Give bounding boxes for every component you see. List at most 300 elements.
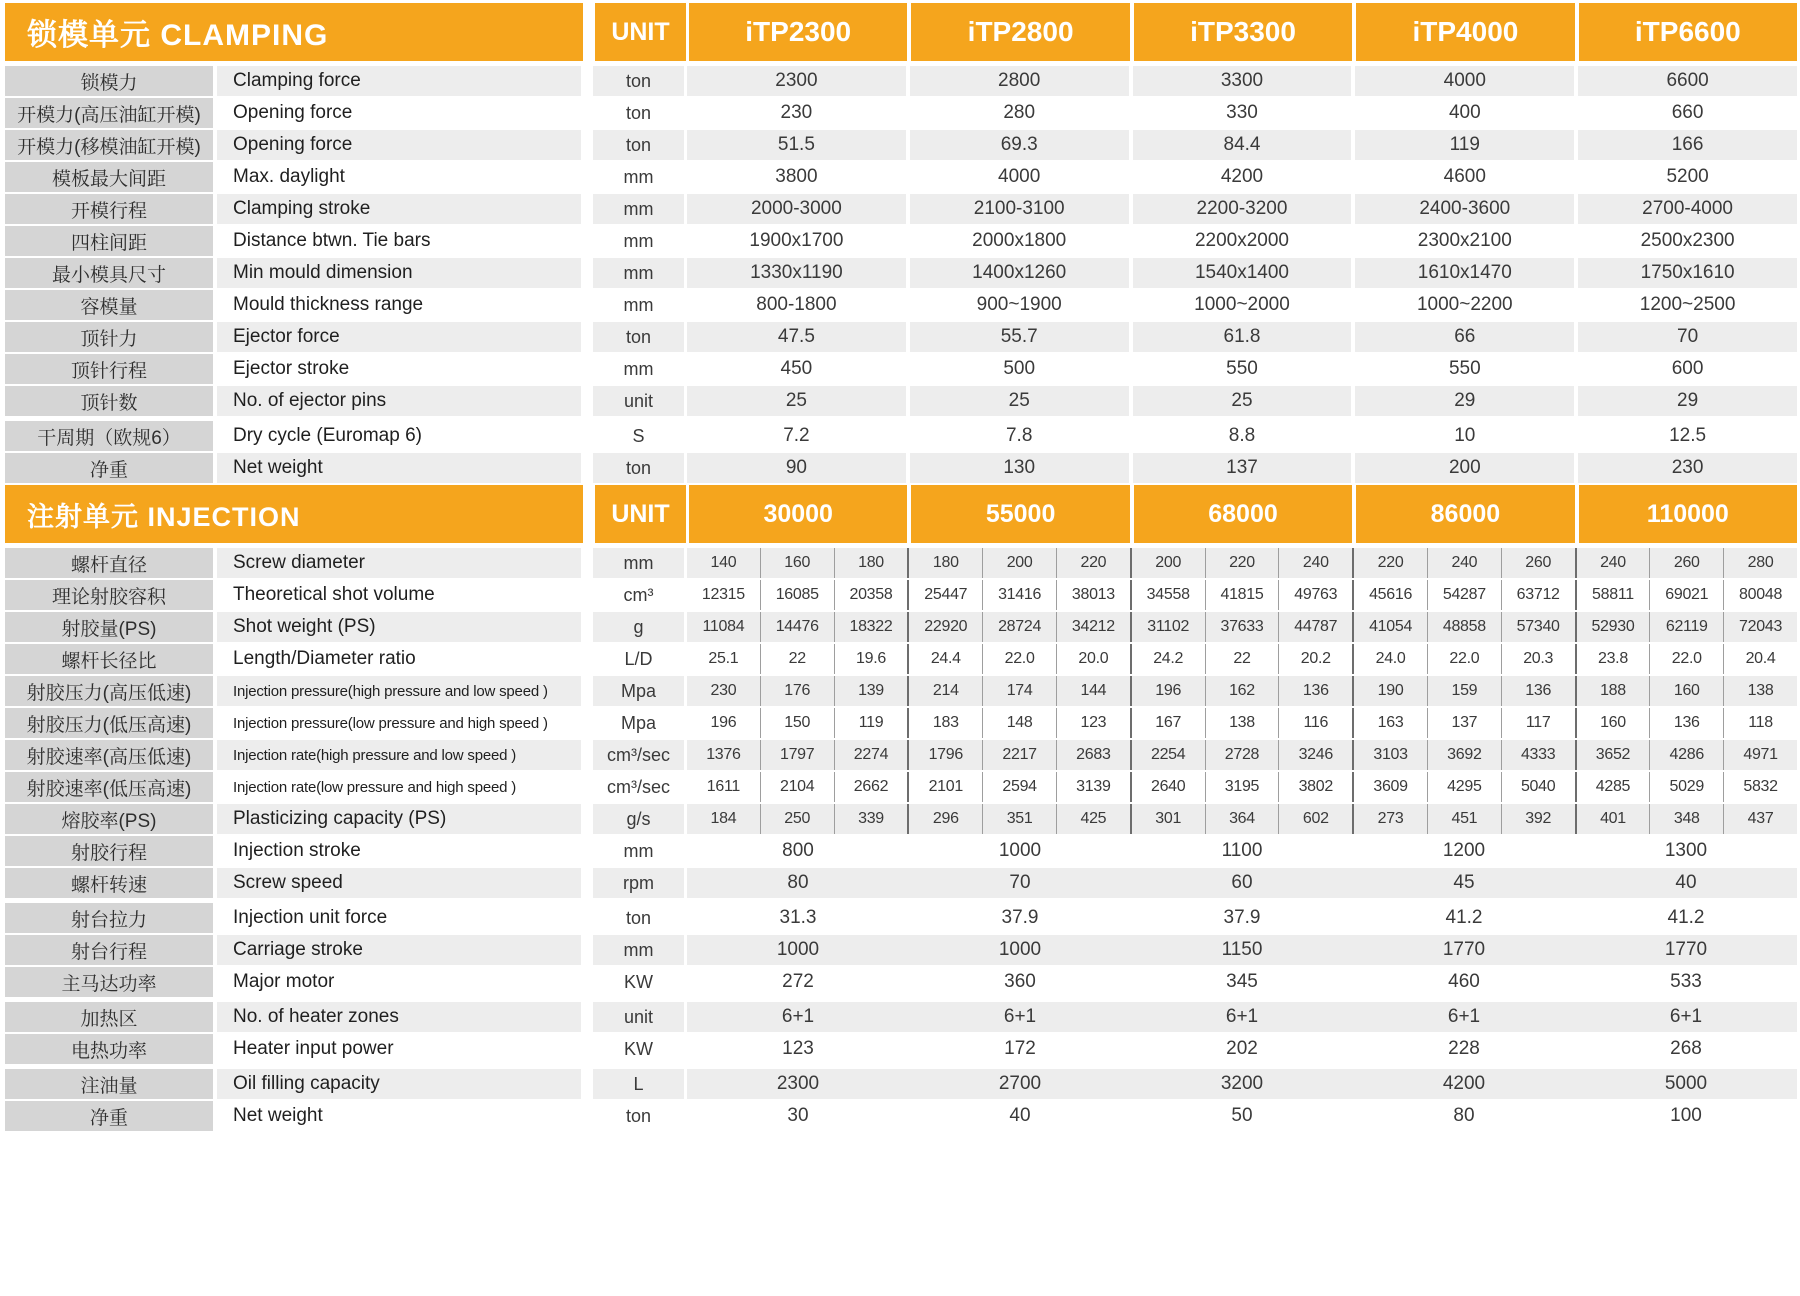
value-cells — [687, 386, 1797, 416]
value-cell: 2640 — [1132, 772, 1206, 802]
value-cell: 163 — [1354, 708, 1428, 738]
value-cell: 351 — [983, 804, 1057, 834]
value-cell: 200 — [983, 548, 1057, 578]
unit-cell: g — [593, 612, 684, 642]
model-header: 30000 — [689, 485, 907, 543]
value-cell: 900~1900 — [976, 294, 1062, 315]
row-label-en: Heater input power — [233, 1038, 394, 1059]
value-cell: 4285 — [1577, 772, 1651, 802]
value-cell: 2594 — [983, 772, 1057, 802]
value-cell: 4333 — [1502, 740, 1577, 770]
value-cell: 1750x1610 — [1578, 258, 1797, 288]
value-cell: 1770 — [1664, 939, 1708, 960]
value-cell: 24.2 — [1132, 644, 1206, 674]
row-label-cn: 四柱间距 — [5, 226, 213, 256]
value-cell: 29 — [1355, 386, 1574, 416]
unit-cell: unit — [593, 386, 684, 416]
value-cell: 41.2 — [1667, 907, 1705, 928]
value-cell: 2217 — [983, 740, 1057, 770]
table-row — [5, 644, 1797, 674]
value-cells — [687, 354, 1797, 384]
value-cells — [687, 453, 1797, 483]
table-row — [5, 66, 1797, 96]
table-row — [5, 935, 1797, 965]
value-cell: 240 — [1577, 548, 1651, 578]
value-cell: 360 — [1004, 971, 1036, 992]
table-row — [5, 98, 1797, 128]
row-label-cn: 顶针行程 — [5, 354, 213, 384]
value-cell: 3246 — [1279, 740, 1354, 770]
unit-cell: KW — [624, 1038, 653, 1059]
value-cell: 48858 — [1428, 612, 1502, 642]
value-cell: 140 — [687, 548, 761, 578]
value-cell: 47.5 — [687, 322, 906, 352]
value-cell: 460 — [1448, 971, 1480, 992]
table-row — [5, 421, 1797, 451]
value-cell: 172 — [1004, 1038, 1036, 1059]
row-label-cn: 理论射胶容积 — [5, 580, 213, 610]
value-cell: 1200~2500 — [1639, 294, 1736, 315]
table-row — [5, 354, 1797, 384]
table-row — [5, 548, 1797, 578]
value-cells — [687, 162, 1797, 192]
clamping-section-title: 锁模单元 CLAMPING — [5, 3, 583, 61]
value-cell: 1376 — [687, 740, 761, 770]
value-cell: 6+1 — [781, 1006, 815, 1027]
value-cell: 66 — [1355, 322, 1574, 352]
value-cell: 138 — [1206, 708, 1280, 738]
value-cell: 136 — [1279, 676, 1354, 706]
table-row — [5, 194, 1797, 224]
row-label-cn: 螺杆直径 — [5, 548, 213, 578]
unit-cell: unit — [593, 1002, 684, 1032]
value-cell: 3195 — [1206, 772, 1280, 802]
value-cell: 184 — [687, 804, 761, 834]
unit-cell: ton — [593, 130, 684, 160]
value-cell: 5832 — [1743, 778, 1778, 795]
value-cell: 2800 — [910, 66, 1129, 96]
value-cell: 20.0 — [1057, 644, 1132, 674]
value-cell: 1300 — [1664, 840, 1708, 861]
table-row — [5, 612, 1797, 642]
value-cell: 272 — [782, 971, 814, 992]
value-cell: 22 — [1206, 644, 1280, 674]
value-cell: 1000 — [998, 939, 1042, 960]
row-label-en: No. of heater zones — [217, 1002, 581, 1032]
unit-cell: KW — [624, 971, 653, 992]
value-cell: 130 — [910, 453, 1129, 483]
row-label-en: No. of ejector pins — [217, 386, 581, 416]
value-cells — [687, 836, 1797, 866]
value-cell: 800-1800 — [756, 294, 837, 315]
value-cell: 119 — [835, 708, 910, 738]
value-cell: 280 — [1747, 554, 1774, 571]
value-cell: 119 — [1355, 130, 1574, 160]
value-cell: 90 — [687, 453, 906, 483]
value-cell: 1000~2000 — [1194, 294, 1290, 315]
model-header: 55000 — [911, 485, 1129, 543]
unit-cell: ton — [593, 322, 684, 352]
value-cell: 230 — [780, 102, 813, 123]
value-cell: 1770 — [1442, 939, 1486, 960]
value-cell: 18322 — [835, 612, 910, 642]
value-cell: 45 — [1453, 872, 1475, 893]
value-cell: 3300 — [1133, 66, 1352, 96]
value-cell: 60 — [1231, 872, 1253, 893]
row-label-cn: 容模量 — [5, 290, 213, 320]
model-header: iTP2300 — [689, 3, 907, 61]
row-label-cn: 射胶压力(高压低速) — [5, 676, 213, 706]
value-cell: 6+1 — [1669, 1006, 1703, 1027]
row-label-cn: 螺杆转速 — [5, 868, 213, 898]
value-cell: 22.0 — [983, 644, 1057, 674]
value-cells — [687, 421, 1797, 451]
model-header: iTP2800 — [911, 3, 1129, 61]
row-label-en: Max. daylight — [233, 166, 345, 187]
value-cell: 117 — [1502, 708, 1577, 738]
value-cells — [687, 644, 1797, 674]
value-cells — [687, 258, 1797, 288]
unit-cell: mm — [593, 935, 684, 965]
value-cell: 25 — [910, 386, 1129, 416]
value-cell: 20.2 — [1279, 644, 1354, 674]
injection-header-row — [5, 485, 1797, 543]
row-label-cn: 射胶速率(低压高速) — [5, 772, 213, 802]
unit-cell: ton — [625, 102, 652, 123]
value-cells — [687, 935, 1797, 965]
value-cell: 19.6 — [835, 644, 910, 674]
value-cell: 2200x2000 — [1194, 230, 1290, 251]
value-cell: 2000x1800 — [972, 230, 1067, 251]
value-cells — [687, 804, 1797, 834]
table-row — [5, 967, 1797, 997]
value-cell: 162 — [1206, 676, 1280, 706]
value-cell: 49763 — [1279, 580, 1354, 610]
value-cell: 2300x2100 — [1417, 230, 1512, 251]
value-cell: 401 — [1577, 804, 1651, 834]
value-cell: 6+1 — [1225, 1006, 1259, 1027]
value-cell: 25.1 — [687, 644, 761, 674]
value-cells — [687, 1034, 1797, 1064]
row-label-cn: 模板最大间距 — [5, 162, 213, 192]
value-cell: 38013 — [1057, 580, 1132, 610]
injection-section-title: 注射单元 INJECTION — [5, 485, 583, 543]
value-cell: 62119 — [1650, 612, 1724, 642]
value-cell: 200 — [1355, 453, 1574, 483]
value-cell: 4600 — [1443, 166, 1486, 187]
value-cell: 34212 — [1057, 612, 1132, 642]
value-cell: 2254 — [1132, 740, 1206, 770]
model-header: 68000 — [1134, 485, 1352, 543]
value-cell: 220 — [1206, 548, 1280, 578]
value-cell: 37633 — [1206, 612, 1280, 642]
value-cell: 22.0 — [1650, 644, 1724, 674]
table-row — [5, 386, 1797, 416]
value-cells — [687, 130, 1797, 160]
value-cell: 2300 — [776, 1073, 820, 1094]
model-header: iTP3300 — [1134, 3, 1352, 61]
value-cell: 400 — [1448, 102, 1481, 123]
model-header: iTP6600 — [1579, 3, 1797, 61]
value-cell: 1150 — [1221, 939, 1263, 960]
value-cell: 52930 — [1577, 612, 1651, 642]
row-label-en: Screw diameter — [217, 548, 581, 578]
table-row — [5, 1034, 1797, 1064]
value-cell: 188 — [1577, 676, 1651, 706]
value-cell: 1330x1190 — [687, 258, 906, 288]
unit-cell: mm — [623, 294, 654, 315]
value-cell: 296 — [909, 804, 983, 834]
table-row — [5, 290, 1797, 320]
value-cell: 30 — [787, 1105, 809, 1126]
value-cell: 301 — [1132, 804, 1206, 834]
value-cell: 660 — [1671, 102, 1704, 123]
value-cell: 23.8 — [1577, 644, 1651, 674]
value-cell: 138 — [1747, 682, 1774, 699]
value-cell: 345 — [1226, 971, 1258, 992]
value-cells — [687, 98, 1797, 128]
table-row — [5, 162, 1797, 192]
value-cell: 45616 — [1354, 580, 1428, 610]
table-row — [5, 740, 1797, 770]
unit-cell: mm — [593, 258, 684, 288]
value-cell: 1796 — [909, 740, 983, 770]
value-cell: 2274 — [835, 740, 910, 770]
value-cell: 5200 — [1666, 166, 1709, 187]
row-label-cn: 射胶速率(高压低速) — [5, 740, 213, 770]
value-cell: 330 — [1226, 102, 1258, 123]
value-cell: 2300 — [687, 66, 906, 96]
value-cell: 214 — [909, 676, 983, 706]
value-cell: 600 — [1671, 358, 1704, 379]
value-cell: 24.4 — [909, 644, 983, 674]
row-label-en: Dry cycle (Euromap 6) — [233, 425, 422, 446]
value-cell: 139 — [835, 676, 910, 706]
value-cell: 25 — [1133, 386, 1352, 416]
value-cell: 2662 — [835, 772, 910, 802]
value-cell: 202 — [1226, 1038, 1258, 1059]
value-cell: 70 — [1578, 322, 1797, 352]
value-cell: 7.8 — [1005, 425, 1033, 446]
value-cell: 41054 — [1354, 612, 1428, 642]
value-cell: 29 — [1578, 386, 1797, 416]
row-label-en: Net weight — [233, 1105, 323, 1126]
value-cell: 40 — [1675, 872, 1697, 893]
model-header: 110000 — [1579, 485, 1797, 543]
unit-cell: g/s — [593, 804, 684, 834]
value-cell: 230 — [687, 676, 761, 706]
value-cell: 500 — [1003, 358, 1036, 379]
value-cell: 6+1 — [1003, 1006, 1037, 1027]
row-label-en: Clamping stroke — [217, 194, 581, 224]
value-cell: 41.2 — [1445, 907, 1483, 928]
value-cell: 1400x1260 — [910, 258, 1129, 288]
value-cell: 12315 — [687, 580, 761, 610]
row-label-en: Min mould dimension — [217, 258, 581, 288]
value-cells — [687, 903, 1797, 933]
table-row — [5, 226, 1797, 256]
table-row — [5, 1069, 1797, 1099]
row-label-cn: 加热区 — [5, 1002, 213, 1032]
value-cell: 2700 — [998, 1073, 1042, 1094]
clamping-table-body — [5, 66, 1797, 483]
value-cell: 2700-4000 — [1578, 194, 1797, 224]
unit-cell: mm — [593, 548, 684, 578]
value-cell: 268 — [1670, 1038, 1702, 1059]
value-cell: 136 — [1650, 708, 1724, 738]
value-cell: 550 — [1226, 358, 1258, 379]
row-label-en: Plasticizing capacity (PS) — [217, 804, 581, 834]
row-label-en: Screw speed — [217, 868, 581, 898]
row-label-en: Injection stroke — [233, 840, 361, 861]
value-cell: 61.8 — [1133, 322, 1352, 352]
value-cell: 220 — [1057, 548, 1132, 578]
value-cell: 5040 — [1502, 772, 1577, 802]
value-cell: 72043 — [1739, 618, 1783, 635]
row-label-en: Distance btwn. Tie bars — [233, 230, 431, 251]
value-cells — [687, 772, 1797, 802]
value-cell: 602 — [1279, 804, 1354, 834]
value-cell: 12.5 — [1669, 425, 1707, 446]
value-cell: 200 — [1132, 548, 1206, 578]
clamping-unit-header: UNIT — [595, 3, 686, 61]
value-cell: 116 — [1279, 708, 1354, 738]
value-cells — [687, 868, 1797, 898]
value-cells — [687, 1002, 1797, 1032]
value-cells — [687, 967, 1797, 997]
value-cell: 4971 — [1743, 746, 1778, 763]
unit-cell: Mpa — [620, 712, 656, 733]
row-label-cn: 顶针力 — [5, 322, 213, 352]
row-label-en: Injection unit force — [233, 907, 388, 928]
value-cell: 22.0 — [1428, 644, 1502, 674]
row-label-cn: 熔胶率(PS) — [5, 804, 213, 834]
value-cells — [687, 548, 1797, 578]
row-label-en: Theoretical shot volume — [233, 584, 435, 605]
row-label-en: Ejector stroke — [233, 358, 350, 379]
row-label-en: Net weight — [217, 453, 581, 483]
value-cells — [687, 1069, 1797, 1099]
value-cell: 3800 — [775, 166, 818, 187]
value-cell: 16085 — [761, 580, 835, 610]
value-cell: 425 — [1057, 804, 1132, 834]
value-cell: 137 — [1133, 453, 1352, 483]
value-cell: 8.8 — [1228, 425, 1256, 446]
value-cell: 2100-3100 — [910, 194, 1129, 224]
value-cell: 2104 — [761, 772, 835, 802]
unit-cell: rpm — [593, 868, 684, 898]
model-header: 86000 — [1356, 485, 1574, 543]
value-cell: 41815 — [1206, 580, 1280, 610]
value-cell: 1797 — [761, 740, 835, 770]
unit-cell: mm — [623, 358, 654, 379]
value-cell: 20358 — [835, 580, 910, 610]
injection-model-headers — [689, 485, 1797, 543]
row-label-en: Length/Diameter ratio — [233, 648, 416, 669]
value-cell: 54287 — [1428, 580, 1502, 610]
value-cell: 37.9 — [1223, 907, 1261, 928]
table-row — [5, 676, 1797, 706]
unit-cell: mm — [623, 166, 654, 187]
value-cell: 14476 — [761, 612, 835, 642]
value-cell: 533 — [1670, 971, 1702, 992]
table-row — [5, 836, 1797, 866]
row-label-cn: 开模行程 — [5, 194, 213, 224]
value-cell: 190 — [1354, 676, 1428, 706]
table-row — [5, 1002, 1797, 1032]
table-row — [5, 868, 1797, 898]
value-cell: 339 — [835, 804, 910, 834]
unit-cell: ton — [625, 907, 652, 928]
unit-cell: ton — [593, 66, 684, 96]
value-cell: 4000 — [998, 166, 1041, 187]
value-cell: 58811 — [1577, 580, 1651, 610]
value-cell: 183 — [909, 708, 983, 738]
unit-cell: L/D — [624, 648, 653, 669]
value-cell: 80 — [1453, 1105, 1475, 1126]
value-cell: 123 — [782, 1038, 814, 1059]
value-cell: 2400-3600 — [1355, 194, 1574, 224]
value-cell: 50 — [1231, 1105, 1253, 1126]
row-label-cn: 开模力(移模油缸开模) — [5, 130, 213, 160]
unit-cell: cm³/sec — [607, 776, 670, 797]
row-label-en: Injection pressure(low pressure and high speed ) — [233, 714, 548, 732]
value-cell: 176 — [761, 676, 835, 706]
table-row — [5, 322, 1797, 352]
value-cell: 44787 — [1279, 612, 1354, 642]
value-cell: 3652 — [1577, 740, 1651, 770]
row-label-cn: 螺杆长径比 — [5, 644, 213, 674]
value-cell: 1900x1700 — [749, 230, 844, 251]
value-cell: 100 — [1670, 1105, 1702, 1126]
value-cell: 1540x1400 — [1133, 258, 1352, 288]
value-cells — [687, 322, 1797, 352]
value-cell: 196 — [687, 708, 761, 738]
value-cell: 20.4 — [1745, 650, 1776, 667]
table-row — [5, 1101, 1797, 1131]
value-cell: 260 — [1650, 548, 1724, 578]
value-cell: 364 — [1206, 804, 1280, 834]
value-cell: 160 — [1577, 708, 1651, 738]
row-label-cn: 最小模具尺寸 — [5, 258, 213, 288]
value-cell: 118 — [1748, 714, 1773, 731]
value-cell: 2101 — [909, 772, 983, 802]
row-label-en: Opening force — [217, 130, 581, 160]
value-cell: 280 — [1003, 102, 1036, 123]
table-row — [5, 903, 1797, 933]
row-label-cn: 净重 — [5, 1101, 213, 1131]
row-label-en: Injection rate(low pressure and high speed ) — [233, 778, 517, 796]
value-cell: 11084 — [687, 612, 761, 642]
value-cell: 22 — [761, 644, 835, 674]
value-cell: 1000 — [776, 939, 820, 960]
value-cells — [687, 612, 1797, 642]
injection-table-body — [5, 548, 1797, 1131]
value-cell: 250 — [761, 804, 835, 834]
row-label-cn: 干周期（欧规6） — [5, 421, 213, 451]
row-label-cn: 锁模力 — [5, 66, 213, 96]
value-cell: 51.5 — [687, 130, 906, 160]
unit-cell: Mpa — [593, 676, 684, 706]
table-row — [5, 453, 1797, 483]
unit-cell: S — [632, 425, 645, 446]
value-cells — [687, 740, 1797, 770]
value-cell: 174 — [983, 676, 1057, 706]
table-row — [5, 708, 1797, 738]
unit-cell: L — [593, 1069, 684, 1099]
table-row — [5, 258, 1797, 288]
value-cell: 180 — [835, 548, 910, 578]
